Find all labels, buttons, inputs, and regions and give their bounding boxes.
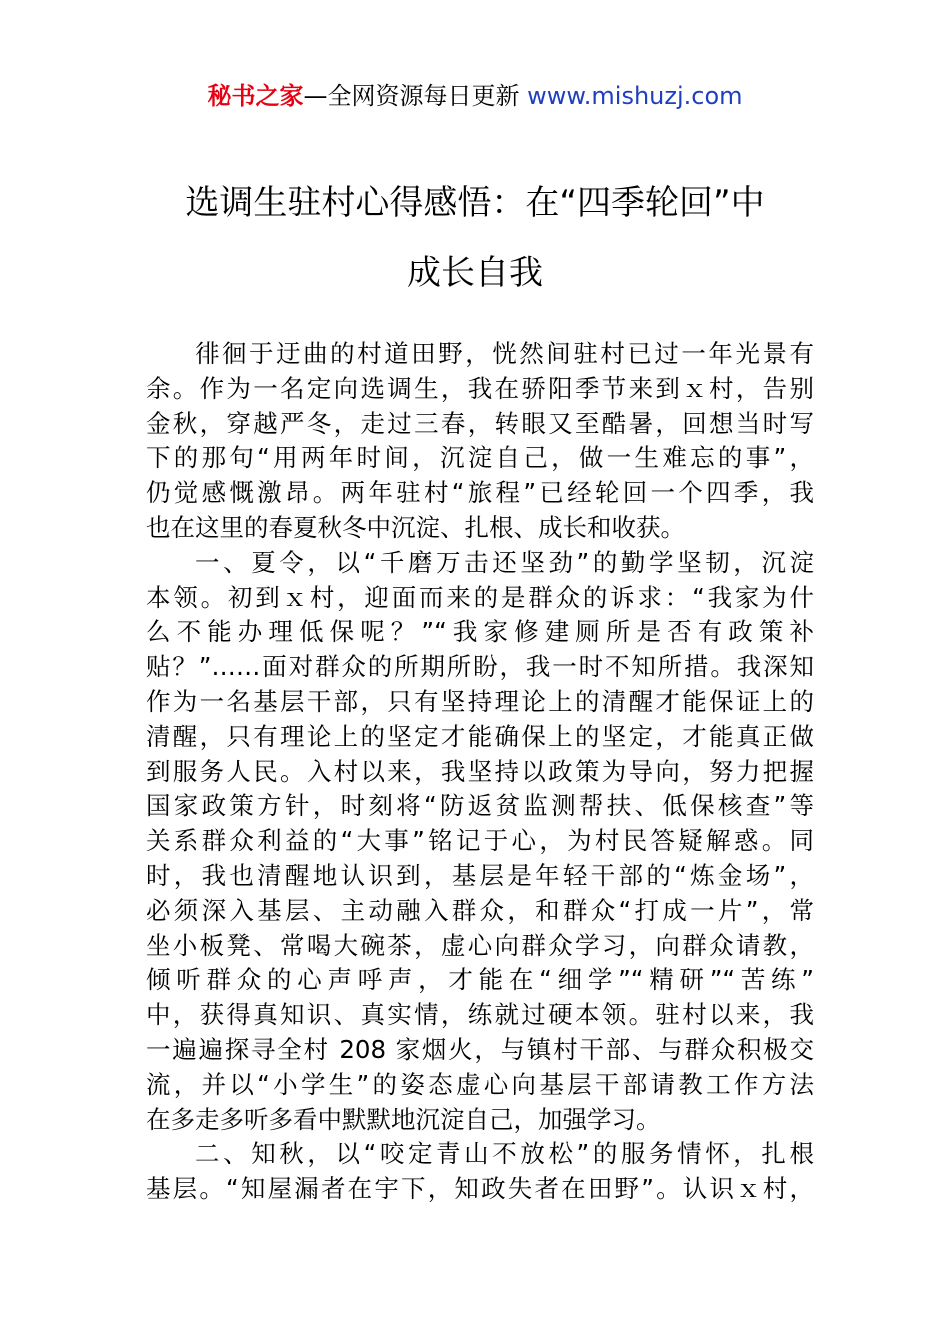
body-line: 贴？”……面对群众的所期所盼，我一时不知所措。我深知 xyxy=(146,652,814,682)
body-line: 倾听群众的心声呼声，才能在“细学”“精研”“苦练” xyxy=(146,965,814,995)
body-line: 到服务人民。入村以来，我坚持以政策为导向，努力把握 xyxy=(146,756,814,786)
body-line: 作为一名基层干部，只有坚持理论上的清醒才能保证上的 xyxy=(146,686,814,716)
body-line: 基层。“知屋漏者在宇下，知政失者在田野”。认识ｘ村， xyxy=(146,1174,814,1204)
banner-brand: 秘书之家 xyxy=(207,82,304,110)
page-title-line-1: 选调生驻村心得感悟：在“四季轮回”中 xyxy=(185,183,765,223)
body-line: 本领。初到ｘ村，迎面而来的是群众的诉求：“我家为什 xyxy=(146,582,814,612)
article-body xyxy=(146,337,814,1207)
body-line: 一、夏令，以“千磨万击还坚劲”的勤学坚韧，沉淀 xyxy=(195,547,814,577)
body-line: 国家政策方针，时刻将“防返贫监测帮扶、低保核查”等 xyxy=(146,791,814,821)
site-banner xyxy=(0,80,950,112)
body-line: 在多走多听多看中默默地沉淀自己，加强学习。 xyxy=(146,1104,661,1134)
body-line: 关系群众利益的“大事”铭记于心，为村民答疑解惑。同 xyxy=(146,826,814,856)
body-line: 流，并以“小学生”的姿态虚心向基层干部请教工作方法 xyxy=(146,1069,814,1099)
body-line: 余。作为一名定向选调生，我在骄阳季节来到ｘ村，告别 xyxy=(146,373,814,403)
body-line: 一遍遍探寻全村 208 家烟火，与镇村干部、与群众积极交 xyxy=(146,1034,814,1064)
body-line: 清醒，只有理论上的坚定才能确保上的坚定，才能真正做 xyxy=(146,721,814,751)
body-line: 也在这里的春夏秋冬中沉淀、扎根、成长和收获。 xyxy=(146,512,685,542)
body-line: 金秋，穿越严冬，走过三春，转眼又至酷暑，回想当时写 xyxy=(146,408,814,438)
body-line: 时，我也清醒地认识到，基层是年轻干部的“炼金场”， xyxy=(146,860,814,890)
body-line: 必须深入基层、主动融入群众，和群众“打成一片”，常 xyxy=(146,895,814,925)
page-title-line-2: 成长自我 xyxy=(407,253,543,293)
body-line: 下的那句“用两年时间，沉淀自己，做一生难忘的事”， xyxy=(146,443,814,473)
body-line: 么不能办理低保呢？”“我家修建厕所是否有政策补 xyxy=(146,617,814,647)
banner-website[interactable]: www.mishuzj.com xyxy=(527,82,743,110)
body-line: 二、知秋，以“咬定青山不放松”的服务情怀，扎根 xyxy=(195,1139,814,1169)
body-line: 中，获得真知识、真实情，练就过硬本领。驻村以来，我 xyxy=(146,1000,814,1030)
body-line: 坐小板凳、常喝大碗茶，虚心向群众学习，向群众请教， xyxy=(146,930,814,960)
body-line: 仍觉感慨激昂。两年驻村“旅程”已经轮回一个四季，我 xyxy=(146,478,814,508)
body-line: 徘徊于迂曲的村道田野，恍然间驻村已过一年光景有 xyxy=(195,339,814,368)
banner-tagline: —全网资源每日更新 xyxy=(303,82,528,110)
